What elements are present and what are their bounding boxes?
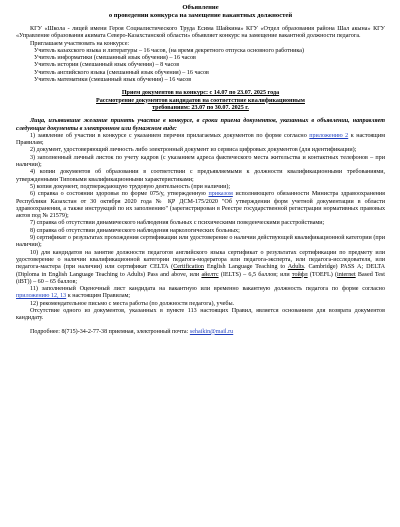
deadlines-block [16, 90, 385, 112]
doc-11-text-end: к настоящим Правилам; [66, 293, 131, 300]
vacancy-list [16, 48, 385, 84]
order-link[interactable]: приказом [208, 191, 233, 198]
doc-item-11 [16, 286, 385, 301]
intro-paragraph: КГУ «Школа - лицей имени Героя Социалистического Труда Есима Шайкина» КГУ «Отдел образования района Шал акына» КГУ «Управление образования акимата Северо-Казахстанской области» объявляет конкурс на замещение вакантной должности педагога. [16, 26, 385, 40]
doc-10-term: Adults [287, 264, 305, 271]
vacancy-item: Учитель информатики (смешанный язык обучения) – 16 часов [34, 55, 196, 62]
doc-10-text: English Language Teaching to [203, 264, 288, 271]
contacts-line [16, 329, 385, 336]
doc-10-term: айелтс [201, 271, 219, 278]
doc-10-text: 10) для кандидатов на занятие должности педагогов английского языка сертификат о результатах сертификации по предмету или удостоверение о наличии квалификационной категории педагога-модератора или педагога-эксперта, или педагога-исследователя, или педагога-мастера (при наличии) или сертификат CELTA ( [16, 249, 385, 271]
doc-item-5: 5) копия документ, подтверждающую трудовую деятельность (при наличии); [30, 183, 231, 190]
doc-item-1 [16, 133, 385, 148]
doc-10-text: (IELTS) – 6,5 баллов; или [218, 271, 292, 278]
invite-text: Приглашаем участвовать на конкурсе: [30, 40, 130, 47]
doc-10-term: тойфл [291, 271, 308, 278]
doc-10-term: internet [337, 271, 356, 278]
title-line-1: Объявление [182, 4, 219, 11]
doc-10-text: Based Test (iBT)) – 60 – 65 баллов; [16, 271, 385, 285]
doc-item-2: 2) документ, удостоверяющий личность либо электронный документ из сервиса цифровых документов (для идентификации); [30, 147, 357, 154]
requirements-intro: Лица, изъявившие желание принять участие в конкурсе, в сроки приема документов, указанных в объявлении, направляет следующие документы в электронном или бумажном виде: [16, 118, 385, 132]
doc-item-6 [16, 191, 385, 220]
doc-11-text: 11) заполненный Оценочный лист кандидата на вакантную или временно вакантную должность педагога по форме согласно [30, 286, 385, 293]
appendix-2-link[interactable]: приложению 2 [309, 132, 349, 139]
contacts-text: Подробнее: 8(715)-34-2-77-38 приемная, электронный почта: [30, 328, 190, 335]
deadline-review: Рассмотрение документов кандидатов на соответствие квалификационным [96, 97, 305, 104]
doc-item-4: 4) копии документов об образовании в соответствии с предъявляемыми к должности квалификационными требованиями, утвержденными Типовыми квалификационными характеристиками; [16, 169, 385, 183]
doc-6-text: 6) справка о состоянии здоровья по форме 075/у, утвержденную [30, 191, 209, 198]
doc-item-8: 8) справка об отсутствии динамического наблюдения наркологических больных; [30, 227, 240, 234]
appendix-12-13-link[interactable]: приложению 12, 13 [16, 293, 67, 300]
doc-item-10 [16, 250, 385, 286]
email-link[interactable]: sеhaikin@mail.ru [189, 328, 234, 335]
doc-6-text-end: исполняющего обязанности Министра здравоохранения Республики Казахстан от 30 октября 2020 года № ҚР ДСМ-175/2020 "Об утверждении форм учетной документации в области здравоохранения, а также инструкций по их заполнению" (зарегистрирован в Реестре государственной регистрации нормативных правовых актов под № 21579); [16, 191, 385, 220]
vacancy-item: Учитель казахского языка и литературы – 16 часов, (на время декретного отпуска основного работника) [34, 47, 304, 54]
doc-item-9: 9) сертификат о результатах прохождения сертификации или удостоверение о наличии действующей квалификационной категории (при наличии); [16, 235, 385, 249]
deadline-review-end: требованиям: 23.07 по 30.07. 2025 г. [152, 104, 249, 111]
vacancy-item: Учитель математики (смешанный язык обучения) – 16 часов [34, 77, 192, 84]
deadline-acceptance: Прием документов на конкурс: с 14.07 по 23.07. 2025 года [121, 90, 280, 97]
doc-item-7: 7) справка об отсутствии динамического наблюдения больных с психическими поведенческими расстройствами; [30, 220, 325, 227]
doc-item-12: 12) рекомендательное письмо с места работы (по должности педагога), учебы. [30, 300, 235, 307]
doc-1-text-end: к настоящим Правилам; [16, 132, 385, 147]
doc-10-text: . Cambridge) PASS A; DELTA (Diploma in English Language Teaching to Adults) Pass and above, или [16, 264, 385, 278]
doc-10-text: (TOEFL) ( [307, 271, 338, 278]
doc-item-3: 3) заполненный личный листок по учету кадров (с указанием адреса фактического места жительства и контактных телефонов – при наличии); [16, 154, 385, 169]
absence-note: Отсутствие одного из документов, указанных в пункте 113 настоящих Правил, является основанием для возврата документов кандидату. [16, 307, 385, 322]
announcement-title [16, 4, 385, 20]
doc-10-term: Certification [173, 264, 204, 271]
title-line-2: о проведении конкурса на замещение вакантных должностей [108, 12, 293, 19]
vacancy-item: Учитель истории (смешанный язык обучения) – 8 часов [34, 62, 180, 69]
doc-1-text: 1) заявление об участии в конкурсе с указанием перечня прилагаемых документов по форме согласно [30, 132, 310, 139]
vacancy-item: Учитель английского языка (смешанный язык обучения) – 16 часов [34, 69, 209, 76]
